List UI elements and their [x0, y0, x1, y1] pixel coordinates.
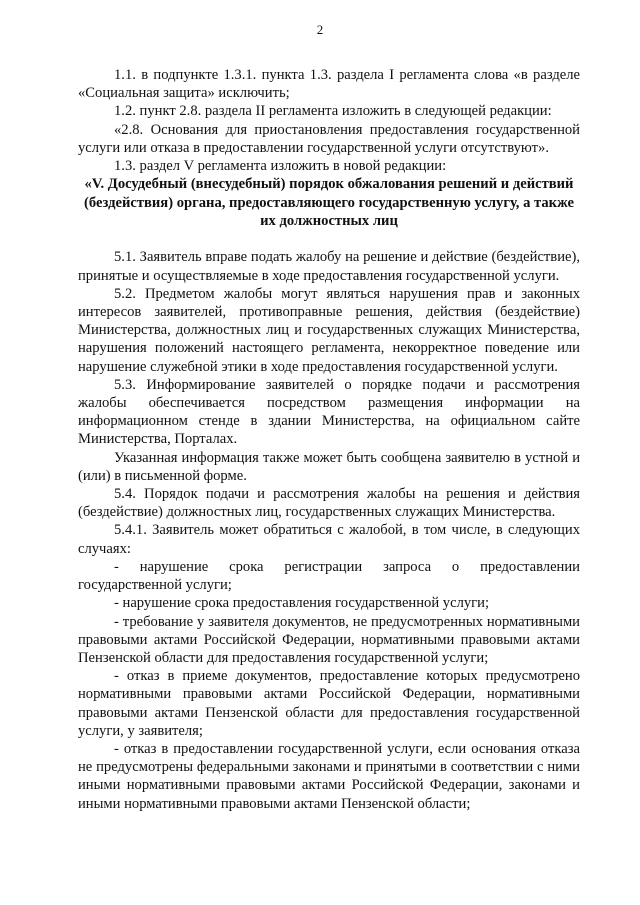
paragraph-5-4: 5.4. Порядок подачи и рассмотрения жалобы на решения и действия (бездействие) должностных лиц, государственных служащих Министерства. — [78, 486, 580, 521]
list-item-refusal-service: - отказ в предоставлении государственной услуги, если основания отказа не предусмотрены федеральными законами и принятыми в соответствии с ними иными нормативными правовыми актами Российской Федерации, законами и иными нормативными правовыми актами Пензенской области; — [78, 740, 580, 812]
document-body — [78, 66, 580, 813]
paragraph-1-3: 1.3. раздел V регламента изложить в новой редакции: — [114, 158, 447, 175]
section-v-heading: «V. Досудебный (внесудебный) порядок обжалования решений и действий (бездействия) органа, предоставляющего государственную услугу, а также их должностных лиц — [84, 176, 574, 230]
list-item-term: - нарушение срока предоставления государственной услуги; — [114, 595, 490, 612]
list-item-registration: - нарушение срока регистрации запроса о предоставлении государственной услуги; — [78, 558, 580, 594]
paragraph-5-3: 5.3. Информирование заявителей о порядке подачи и рассмотрения жалобы обеспечивается посредством размещения информации на информационном стенде в здании Министерства, на официальном сайте Министерства, Порталах. — [78, 376, 580, 448]
list-item-documents: - требование у заявителя документов, не предусмотренных нормативными правовыми актами Российской Федерации, нормативными правовыми актами Пензенской области для предоставления государственной услуги; — [78, 613, 580, 666]
page-number: 2 — [316, 22, 324, 37]
paragraph-1-2: 1.2. пункт 2.8. раздела II регламента изложить в следующей редакции: — [114, 103, 552, 120]
paragraph-5-2: 5.2. Предметом жалобы могут являться нарушения прав и законных интересов заявителей, противоправные решения, действия (бездействие) Министерства, должностных лиц и государственных служащих Министерства, нарушения положений настоящего регламента, некорректное поведение или нарушение служебной этики в ходе предоставления государственной услуги. — [78, 285, 580, 375]
list-item-refusal-acceptance: - отказ в приеме документов, предоставление которых предусмотрено нормативными правовыми актами Российской Федерации, нормативными правовыми актами Пензенской области для предоставления государственной услуги, у заявителя; — [78, 668, 580, 739]
paragraph-5-4-1: 5.4.1. Заявитель может обратиться с жалобой, в том числе, в следующих случаях: — [78, 522, 580, 557]
paragraph-2-8-quote: «2.8. Основания для приостановления предоставления государственной услуги или отказа в предоставлении государственной услуги отсутствуют». — [78, 121, 580, 156]
paragraph-5-1: 5.1. Заявитель вправе подать жалобу на решение и действие (бездействие), принятые и осуществляемые в ходе предоставления государственной услуги. — [78, 249, 580, 284]
paragraph-info: Указанная информация также может быть сообщена заявителю в устной и (или) в письменной форме. — [78, 449, 580, 484]
paragraph-1-1: 1.1. в подпункте 1.3.1. пункта 1.3. раздела I регламента слова «в разделе «Социальная защита» исключить; — [78, 67, 580, 102]
spacer — [78, 230, 580, 248]
